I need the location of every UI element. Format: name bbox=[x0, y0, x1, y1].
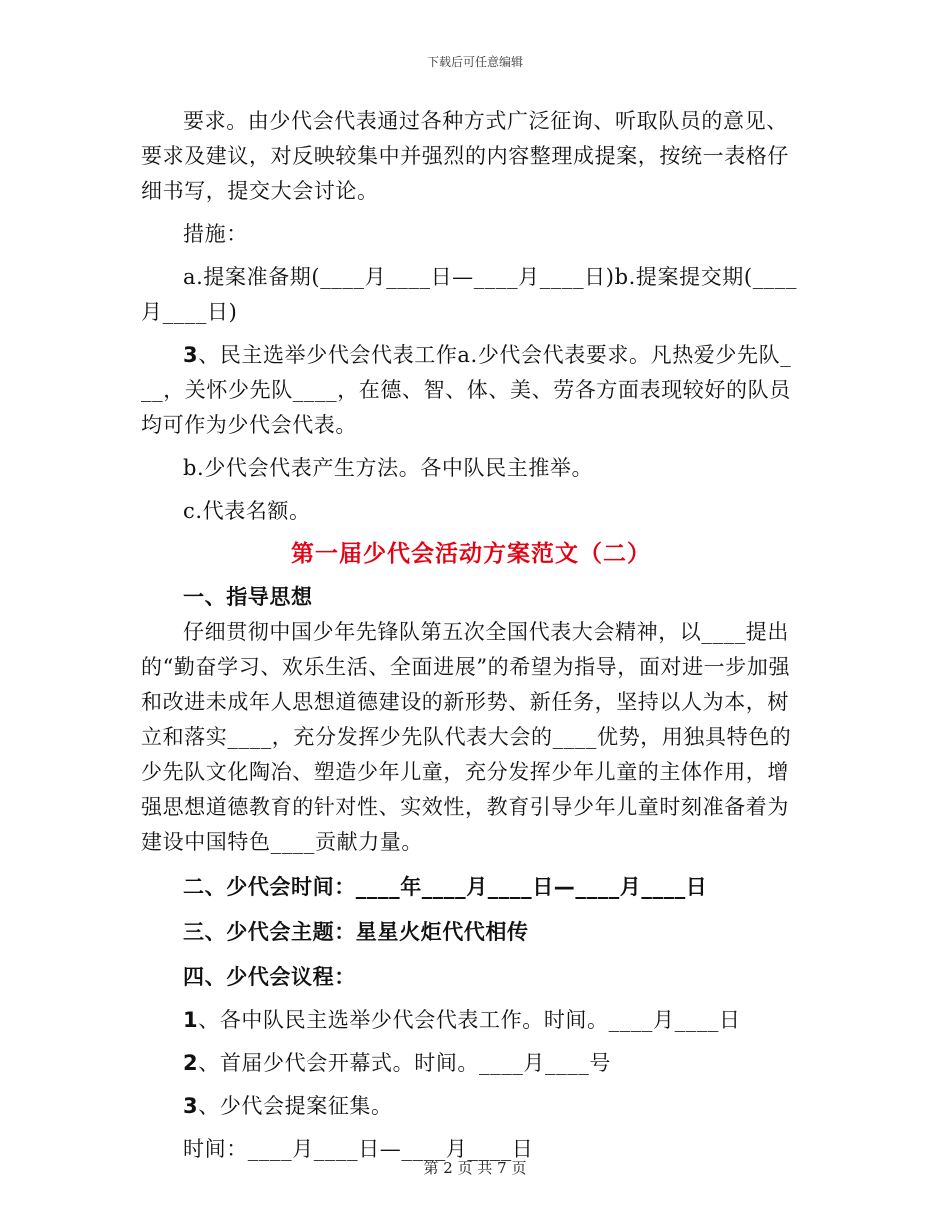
item-b-method: b.少代会代表产生方法。各中队民主推举。 bbox=[183, 456, 594, 480]
item-text: 、民主选举少代会代表工作a.少代会代表要求。凡热爱少先队___，关怀少先队____，在德、智、体、美、劳各方面表现较好的队员均可作为少代会代表。 bbox=[141, 343, 792, 437]
heading-agenda: 四、少代会议程： bbox=[183, 965, 356, 989]
item-3-elect-representatives bbox=[141, 338, 801, 443]
page-header: 下载后可任意编辑 bbox=[426, 55, 523, 69]
item-number: 3 bbox=[183, 1094, 199, 1118]
section-title: 第一届少代会活动方案范文（二） bbox=[291, 541, 651, 567]
agenda-time-line: 时间：____月____日—____月____日 bbox=[183, 1137, 534, 1161]
item-c-quota: c.代表名额。 bbox=[183, 499, 311, 523]
paragraph-guiding-thought: 仔细贯彻中国少年先锋队第五次全国代表大会精神，以____提出的“勤奋学习、欢乐生活、全面进展”的希望为指导，面对进一步加强和改进未成年人思想道德建设的新形势、新任务，坚持以人为本，树立和落实____，充分发挥少先队代表大会的____优势，用独具特色的少先队文化陶冶、塑造少年儿童，充分发挥少年儿童的主体作用，增强思想道德教育的针对性、实效性，教育引导少年儿童时刻准备着为建设中国特色____贡献力量。 bbox=[141, 620, 792, 854]
heading-meeting-theme: 三、少代会主题：星星火炬代代相传 bbox=[183, 920, 529, 944]
item-text: 、少代会提案征集。 bbox=[198, 1094, 393, 1118]
agenda-item-3 bbox=[141, 1089, 801, 1124]
measures-label: 措施： bbox=[183, 222, 248, 246]
item-text: 、各中队民主选举少代会代表工作。时间。____月____日 bbox=[198, 1008, 741, 1032]
measures-schedule: a.提案准备期(____月____日—____月____日)b.提案提交期(____月____日) bbox=[141, 265, 798, 324]
item-text: 、首届少代会开幕式。时间。____月____号 bbox=[198, 1051, 612, 1075]
item-number: 2 bbox=[183, 1051, 199, 1075]
page-footer: 第 2 页 共 7 页 bbox=[423, 1159, 527, 1177]
heading-meeting-time: 二、少代会时间：____年____月____日—____月____日 bbox=[183, 875, 708, 899]
agenda-item-2 bbox=[141, 1046, 801, 1081]
heading-guiding-thought: 一、指导思想 bbox=[183, 585, 313, 609]
paragraph-requirements: 要求。由少代会代表通过各种方式广泛征询、听取队员的意见、要求及建议，对反映较集中并强烈的内容整理成提案，按统一表格仔细书写，提交大会讨论。 bbox=[141, 109, 789, 203]
item-number: 3 bbox=[183, 343, 199, 367]
agenda-item-1 bbox=[141, 1003, 801, 1038]
document-body bbox=[141, 104, 801, 1167]
item-number: 1 bbox=[183, 1008, 199, 1032]
